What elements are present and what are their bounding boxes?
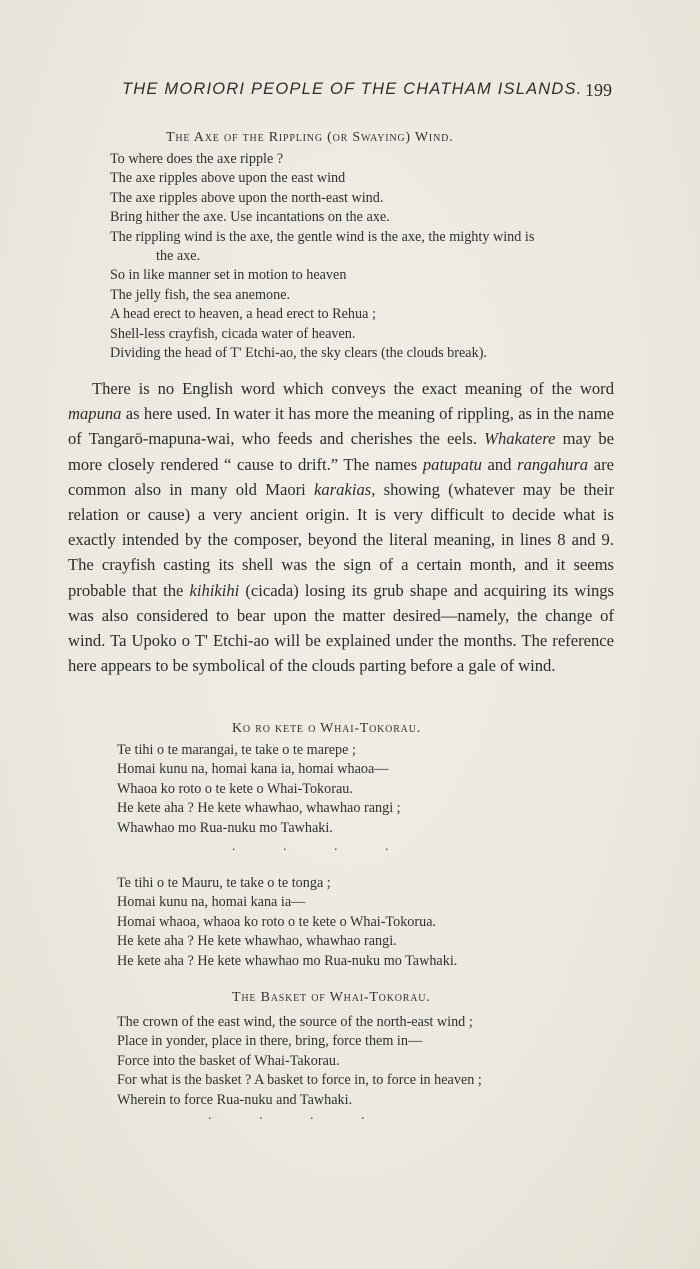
verse-line: He kete aha ? He kete whawhao mo Rua-nuku mo Tawhaki. — [117, 952, 458, 969]
verse-line: Homai kunu na, homai kana ia— — [117, 894, 306, 911]
page-number: 199 — [585, 80, 612, 100]
verse-line: Wherein to force Rua-nuku and Tawhaki. — [117, 1091, 353, 1108]
italic-term: kihikihi — [189, 580, 240, 600]
italic-term: Whakatere — [484, 429, 556, 449]
basket-section-title: The Basket of Whai-Tokorau. — [232, 990, 431, 1005]
verse-line: The axe ripples above upon the east wind — [110, 170, 346, 187]
verse-line: the axe. — [156, 247, 201, 264]
verse-line: A head erect to heaven, a head erect to Rehua ; — [110, 306, 376, 323]
verse-line: Dividing the head of T' Etchi-ao, the sky clears (the clouds break). — [110, 344, 487, 361]
text-run: and — [481, 454, 518, 474]
kete-section-title: Ko ro kete o Whai-Tokorau. — [232, 721, 422, 736]
commentary-paragraph — [68, 376, 614, 678]
text-run: as here used. In water it has more the meaning of rippling, as in the name of Tangarō-mapuna-wai, who feeds and cherishes the eels. — [68, 404, 614, 449]
basket-verse — [117, 1013, 482, 1110]
text-run: , showing (whatever may be their relation or cause) a very ancient origin. It is very difficult to decide what is exactly intended by the composer, beyond the literal meaning, in lines 8 and 9. The crayfish casting its shell was the sign of a certain month, and it seems probable that the — [68, 479, 614, 600]
verse-line: So in like manner set in motion to heaven — [110, 267, 347, 284]
verse-line: The rippling wind is the axe, the gentle wind is the axe, the mighty wind is — [110, 228, 535, 245]
verse-line: Force into the basket of Whai-Takorau. — [117, 1052, 340, 1069]
kete-stanza-2 — [117, 874, 457, 971]
verse-line: Te tihi o te marangai, te take o te marepe ; — [117, 742, 356, 758]
running-title: THE MORIORI PEOPLE OF THE CHATHAM ISLANDS. — [122, 80, 583, 98]
ellipsis-dots: . . . . — [208, 1108, 365, 1123]
text-run: are common also in many old Maori — [68, 454, 614, 499]
verse-line: Te tihi o te Mauru, te take o te tonga ; — [117, 875, 331, 891]
axe-verse — [110, 150, 534, 363]
verse-line: Bring hither the axe. Use incantations on the axe. — [110, 209, 390, 226]
verse-line: He kete aha ? He kete whawhao, whawhao rangi ; — [117, 800, 401, 817]
text-run: (cicada) losing its grub shape and acquiring its wings was also considered to bear upon the matter desired—namely, the change of wind. Ta Upoko o T' Etchi-ao will be explained under the months. The reference here appears to be symbolical of the clouds parting before a gale of wind. — [68, 580, 614, 676]
verse-line: He kete aha ? He kete whawhao, whawhao rangi. — [117, 933, 397, 950]
italic-term: rangahura — [517, 454, 589, 474]
verse-line: The crown of the east wind, the source of the north-east wind ; — [117, 1014, 473, 1030]
text-run: may be more closely rendered “ cause to drift.” The names — [68, 429, 614, 474]
kete-stanza-1 — [117, 741, 401, 838]
running-head — [122, 80, 612, 106]
verse-line: Place in yonder, place in there, bring, force them in— — [117, 1033, 423, 1050]
verse-line: Shell-less crayfish, cicada water of heaven. — [110, 325, 356, 342]
verse-line: Homai kunu na, homai kana ia, homai whaoa— — [117, 761, 389, 778]
axe-section-title: The Axe of the Rippling (or Swaying) Wind. — [166, 130, 454, 145]
italic-term: patupatu — [422, 454, 482, 474]
verse-line: Whaoa ko roto o te kete o Whai-Tokorau. — [117, 780, 353, 797]
italic-term: karakias — [314, 479, 372, 499]
text-run: There is no English word which conveys the exact meaning of the word — [92, 379, 614, 398]
verse-line: To where does the axe ripple ? — [110, 151, 284, 167]
verse-line: For what is the basket ? A basket to force in, to force in heaven ; — [117, 1072, 482, 1089]
verse-line: The jelly fish, the sea anemone. — [110, 286, 291, 303]
ellipsis-dots: . . . . — [232, 839, 389, 854]
verse-line: Homai whaoa, whaoa ko roto o te kete o Whai-Tokorua. — [117, 913, 437, 930]
verse-line: The axe ripples above upon the north-east wind. — [110, 189, 384, 206]
italic-term: mapuna — [68, 404, 122, 424]
verse-line: Whawhao mo Rua-nuku mo Tawhaki. — [117, 819, 333, 836]
